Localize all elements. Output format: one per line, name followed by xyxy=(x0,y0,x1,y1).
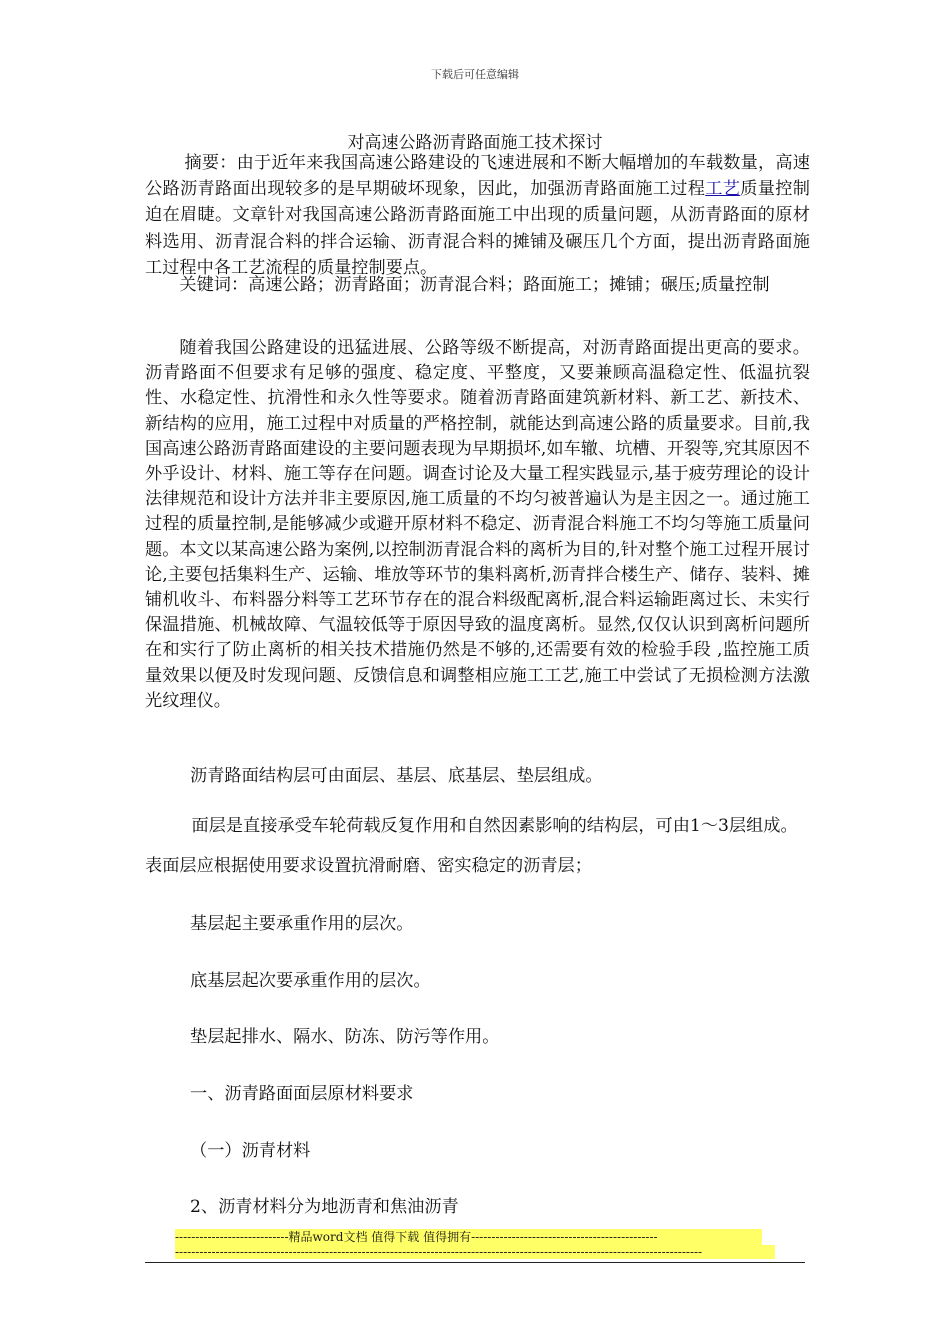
keywords-paragraph: 关键词：高速公路；沥青路面；沥青混合料；路面施工；摊铺；碾压;质量控制 xyxy=(179,275,770,295)
section-1-heading: 一、沥青路面面层原材料要求 xyxy=(190,1084,414,1104)
abstract-paragraph xyxy=(145,150,810,281)
structure-sentence: 沥青路面结构层可由面层、基层、底基层、垫层组成。 xyxy=(190,766,603,786)
footer-banner: ----------------------------精品word文档 值得下载 值得拥有---------------------------------------------- xyxy=(175,1229,762,1245)
surface-layer-paragraph: 面层是直接承受车轮荷载反复作用和自然因素影响的结构层，可由1～3层组成。表面层应根据使用要求设置抗滑耐磨、密实稳定的沥青层； xyxy=(145,816,798,876)
cushion-layer-sentence: 垫层起排水、隔水、防冻、防污等作用。 xyxy=(190,1027,500,1047)
footer-rule xyxy=(145,1262,805,1263)
intro-paragraph: 随着我国公路建设的迅猛进展、公路等级不断提高，对沥青路面提出更高的要求。沥青路面不但要求有足够的强度、稳定度、平整度，又要兼顾高温稳定性、低温抗裂性、水稳定性、抗滑性和永久性等要求。随着沥青路面建筑新材料、新工艺、新技术、新结构的应用，施工过程中对质量的严格控制，就能达到高速公路的质量要求。目前,我国高速公路沥青路面建设的主要问题表现为早期损坏,如车辙、坑槽、开裂等,究其原因不外乎设计、材料、施工等存在问题。调查讨论及大量工程实践显示,基于疲劳理论的设计法律规范和设计方法并非主要原因,施工质量的不均匀被普遍认为是主因之一。通过施工过程的质量控制,是能够减少或避开原材料不稳定、沥青混合料施工不均匀等施工质量问题。本文以某高速公路为案例,以控制沥青混合料的离析为目的,针对整个施工过程开展讨论,主要包括集料生产、运输、堆放等环节的集料离析,沥青拌合楼生产、储存、装料、摊铺机收斗、布料器分料等工艺环节存在的混合料级配离析,混合料运输距离过长、未实行保温措施、机械故障、气温较低等于原因导致的温度离析。显然,仅仅认识到离析问题所在和实行了防止离析的相关技术措施仍然是不够的,还需要有效的检验手段 ,监控施工质量效果以便及时发现问题、反馈信息和调整相应施工工艺,施工中尝试了无损检测方法激光纹理仪。 xyxy=(145,338,810,711)
document-title: 对高速公路沥青路面施工技术探讨 xyxy=(347,133,603,153)
subbase-layer-sentence: 底基层起次要承重作用的层次。 xyxy=(190,971,431,991)
abstract-text-end: 质量控制迫在眉睫。文章针对我国高速公路沥青路面施工中出现的质量问题，从沥青路面的原材料选用、沥青混合料的拌合运输、沥青混合料的摊铺及碾压几个方面，提出沥青路面施工过程中各工艺流程的质量控制要点。 xyxy=(145,179,810,278)
subsection-1-heading: （一）沥青材料 xyxy=(190,1141,311,1161)
footer-dashes: ---------------------------------------------------------------------------------------------------------------------------------- xyxy=(175,1245,775,1259)
abstract-link-craft[interactable]: 工艺 xyxy=(705,179,741,200)
header-note: 下载后可任意编辑 xyxy=(431,68,519,81)
item-2-text: 2、沥青材料分为地沥青和焦油沥青 xyxy=(190,1197,459,1217)
base-layer-sentence: 基层起主要承重作用的层次。 xyxy=(190,914,414,934)
abstract-text-start: 摘要：由于近年来我国高速公路建设的飞速进展和不断大幅增加的车载数量，高速公路沥青路面出现较多的是早期破坏现象，因此，加强沥青路面施工过程 xyxy=(145,153,810,200)
